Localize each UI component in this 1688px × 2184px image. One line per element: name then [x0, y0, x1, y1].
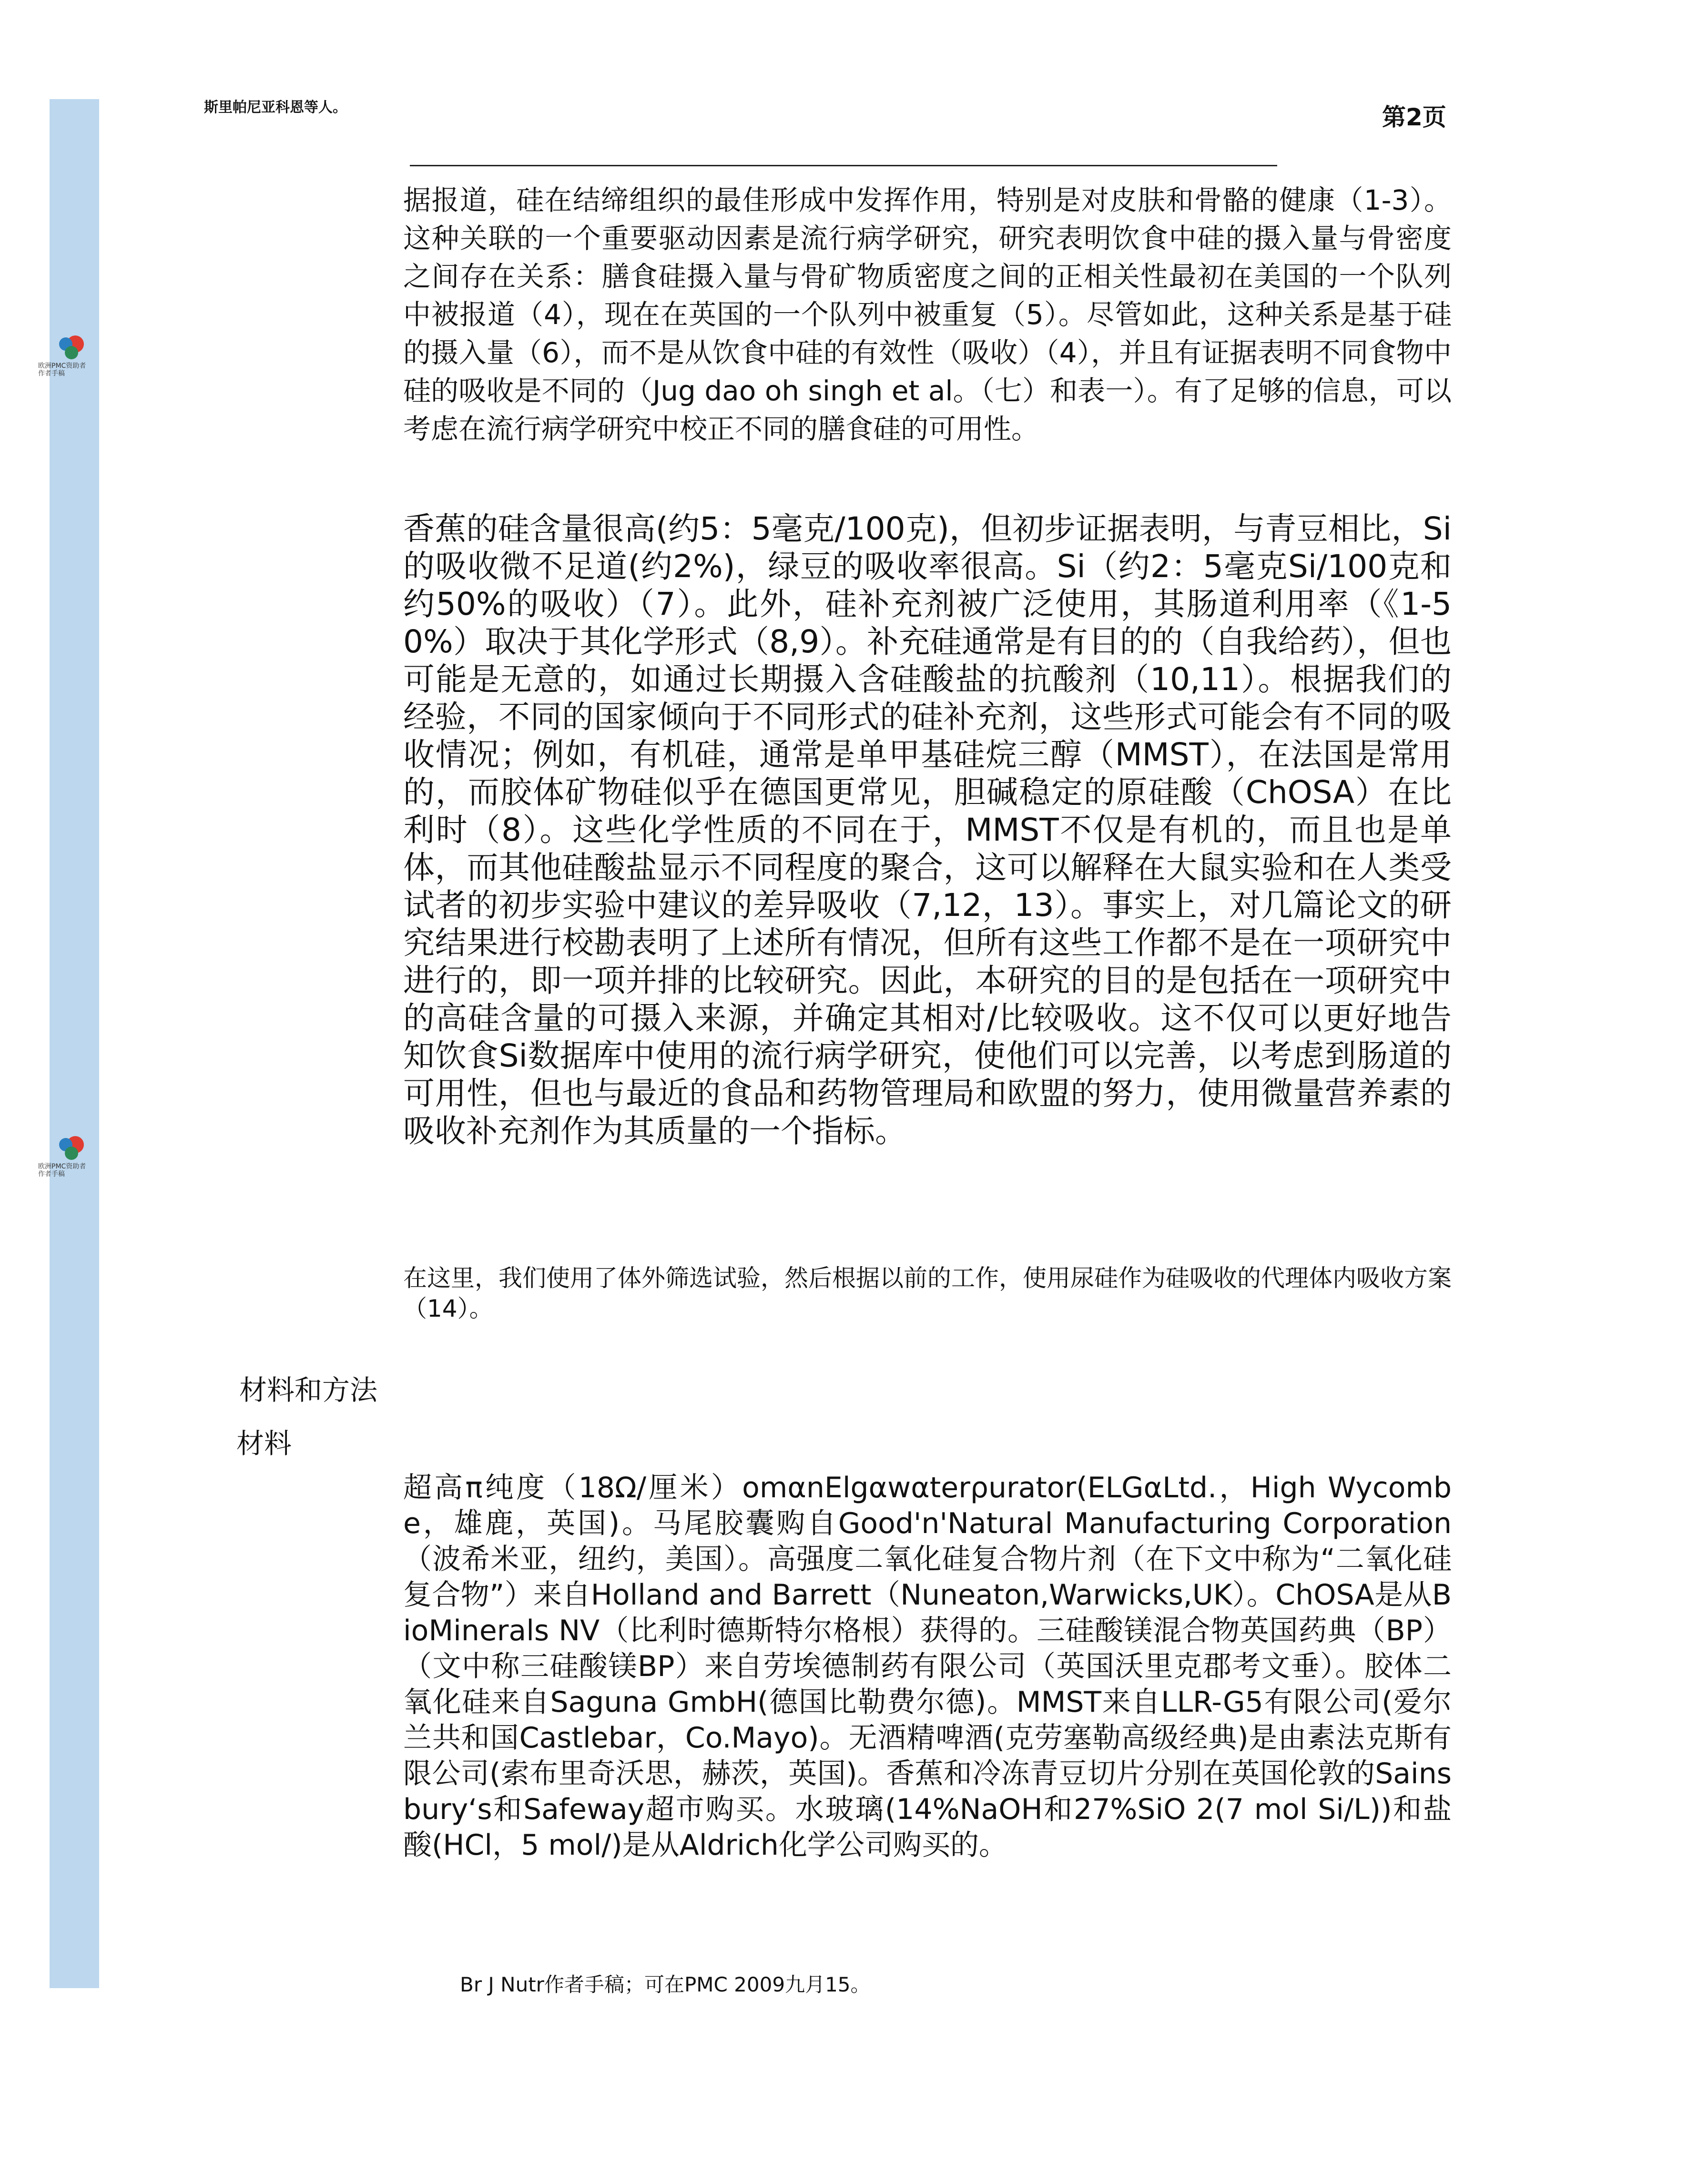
badge-text: 欧洲PMC资助者作者手稿 — [38, 1163, 86, 1178]
subsection-heading: 材料 — [236, 1427, 292, 1460]
side-bar — [50, 99, 99, 1988]
pmc-funders-badge — [38, 334, 95, 377]
badge-text: 欧洲PMC资助者作者手稿 — [38, 362, 86, 377]
body-paragraph: 在这里，我们使用了体外筛选试验，然后根据以前的工作，使用尿硅作为硅吸收的代理体内吸收方案（14）。 — [403, 1264, 1452, 1322]
body-paragraph: 据报道，硅在结缔组织的最佳形成中发挥作用，特别是对皮肤和骨骼的健康（1-3）。这种关联的一个重要驱动因素是流行病学研究，研究表明饮食中硅的摄入量与骨密度之间存在关系：膳食硅摄入量与骨矿物质密度之间的正相关性最初在美国的一个队列中被报道（4），现在在英国的一个队列中被重复（5）。尽管如此，这种关系是基于硅的摄入量（6），而不是从饮食中硅的有效性（吸收）（4），并且有证据表明不同食物中硅的吸收是不同的（Jug dao oh singh et al。（七）和表一）。有了足够的信息，可以考虑在流行病学研究中校正不同的膳食硅的可用性。 — [403, 184, 1452, 445]
pmc-funders-badge — [38, 1134, 95, 1178]
section-heading: 材料和方法 — [239, 1374, 378, 1406]
pmc-logo-icon — [54, 1134, 88, 1163]
body-paragraph: 香蕉的硅含量很高(约5：5毫克/100克)，但初步证据表明，与青豆相比，Si的吸收微不足道(约2%)，绿豆的吸收率很高。Si（约2：5毫克Si/100克和约50%的吸收）（7）。此外，硅补充剂被广泛使用，其肠道利用率（《1-50%）取决于其化学形式（8,9）。补充硅通常是有目的的（自我给药），但也可能是无意的，如通过长期摄入含硅酸盐的抗酸剂（10,11）。根据我们的经验，不同的国家倾向于不同形式的硅补充剂，这些形式可能会有不同的吸收情况；例如，有机硅，通常是单甲基硅烷三醇（MMST），在法国是常用的，而胶体矿物硅似乎在德国更常见，胆碱稳定的原硅酸（ChOSA）在比利时（8）。这些化学性质的不同在于，MMST不仅是有机的，而且也是单体，而其他硅酸盐显示不同程度的聚合，这可以解释在大鼠实验和在人类受试者的初步实验中建议的差异吸收（7,12，13）。事实上，对几篇论文的研究结果进行校勘表明了上述所有情况，但所有这些工作都不是在一项研究中进行的，即一项并排的比较研究。因此，本研究的目的是包括在一项研究中的高硅含量的可摄入来源，并确定其相对/比较吸收。这不仅可以更好地告知饮食Si数据库中使用的流行病学研究，使他们可以完善，以考虑到肠道的可用性，但也与最近的食品和药物管理局和欧盟的努力，使用微量营养素的吸收补充剂作为其质量的一个指标。 — [403, 510, 1452, 1149]
body-paragraph: 超高π纯度（18Ω/厘米）omαnElgαwαterρurator(ELGαLtd.，High Wycombe，雄鹿，英国)。马尾胶囊购自Good'n'Natural Manufacturing Corporation（波希米亚，纽约，美国）。高强度二氧化硅复合物片剂（在下文中称为“二氧化硅复合物”）来自Holland and Barrett（Nuneaton,Warwicks,UK）。ChOSA是从BioMinerals NV（比利时德斯特尔格根）获得的。三硅酸镁混合物英国药典（BP）（文中称三硅酸镁BP）来自劳埃德制药有限公司（英国沃里克郡考文垂）。胶体二氧化硅来自Saguna GmbH(德国比勒费尔德)。MMST来自LLR-G5有限公司(爱尔兰共和国Castlebar，Co.Mayo)。无酒精啤酒(克劳塞勒高级经典)是由素法克斯有限公司(索布里奇沃思，赫茨，英国)。香蕉和冷冻青豆切片分别在英国伦敦的Sainsbury‘s和Safeway超市购买。水玻璃(14%NaOH和27%SiO 2(7 mol Si/L))和盐酸(HCl，5 mol/)是从Aldrich化学公司购买的。 — [403, 1471, 1452, 1862]
running-head: 斯里帕尼亚科恩等人。 — [204, 99, 347, 116]
pmc-logo-icon — [54, 334, 88, 362]
page-number: 第2页 — [1382, 103, 1446, 131]
header-rule — [410, 165, 1277, 166]
footer-note: Br J Nutr作者手稿；可在PMC 2009九月15。 — [460, 1973, 871, 1996]
